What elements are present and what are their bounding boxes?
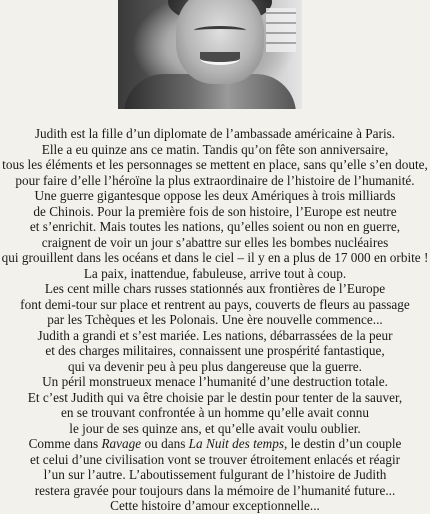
paragraph-6: Un péril monstrueux menace l’humanité d’une destruction totale. Et c’est Judith qui va être choisie par le destin pour tenter de la sauver, en se trouvant confrontée à un homme qu’elle avait connu le jour de ses quinze ans, et qu’elle avait voulu oublier. xyxy=(27,374,403,436)
title-nuit-des-temps: La Nuit des temps xyxy=(188,436,285,451)
paragraph-1: Judith est la fille d’un diplomate de l’ambassade américaine à Paris. Elle a eu quinze ans ce matin. Tandis qu’on fête son anniversaire, tous les éléments et les personnages se mettent en place, sans qu’elle s’en doute, pour faire d’elle l’héroïne la plus extraordinaire de l’histoire de l’humanité. xyxy=(2,126,428,188)
author-photo xyxy=(118,0,302,109)
p7-between: ou dans xyxy=(141,436,189,451)
photo-eyes xyxy=(194,26,246,35)
title-ravage: Ravage xyxy=(101,436,142,451)
photo-smile xyxy=(200,52,240,65)
paragraph-3: La paix, inattendue, fabuleuse, arrive tout à coup. xyxy=(83,265,347,281)
p7-after: , le destin d’un couple et celui d’une civilisation vont se trouver étroitement enlacés et réagir l’un sur l’autre. L’aboutissement fulgurant de l’histoire de Judith restera gravée pour toujours dans la mémoire de l’humanité future... xyxy=(29,436,402,498)
paragraph-5: Judith a grandi et s’est mariée. Les nations, débarrassées de la peur et des charges militaires, connaissent une prospérité fantastique, qui va devenir peu à peu plus dangereuse que la guerre. xyxy=(37,327,393,374)
photo-window xyxy=(266,8,296,52)
photo-face xyxy=(176,0,264,84)
p7-before-ravage: Comme dans xyxy=(28,436,102,451)
back-cover-text xyxy=(0,126,430,514)
cut-off-line: Cette histoire d’amour exceptionnelle... xyxy=(110,498,320,513)
paragraph-2: Une guerre gigantesque oppose les deux Amériques à trois milliards de Chinois. Pour la première fois de son histoire, l’Europe est neutre et s’enrichit. Mais toutes les nations, qu’elles soient ou non en guerre, craignent de voir un jour s’abattre sur elles les bombes nucléaires qui grouillent dans les océans et dans le ciel – il y en a plus de 17 000 en orbite ! xyxy=(1,188,429,265)
paragraph-7 xyxy=(0,436,430,498)
paragraph-4: Les cent mille chars russes stationnés aux frontières de l’Europe font demi-tour sur place et rentrent au pays, couverts de fleurs au passage par les Tchèques et les Polonais. Une ère nouvelle commence... xyxy=(20,281,410,327)
